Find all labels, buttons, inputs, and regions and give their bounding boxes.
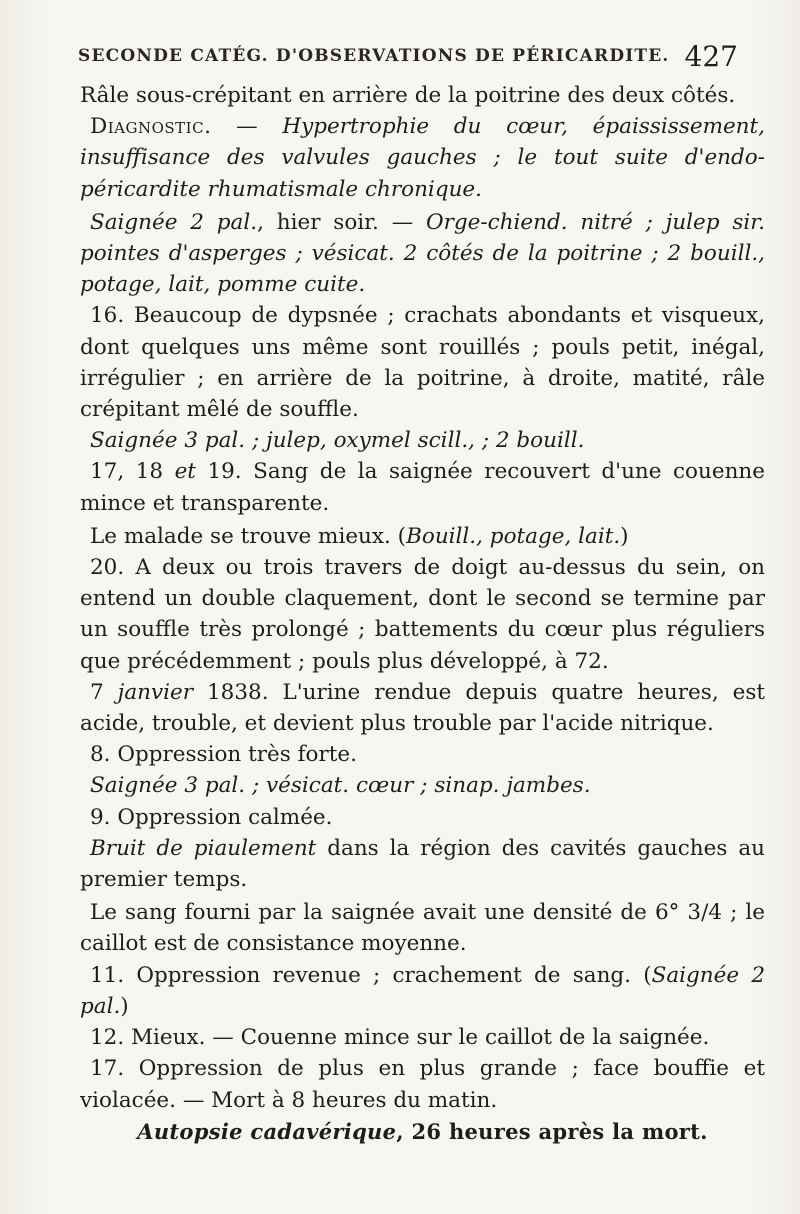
paragraph (80, 1053, 765, 1115)
text-segment: Saignée 3 pal. ; vésicat. cœur ; sinap. jambes. (90, 773, 591, 799)
paragraph (80, 521, 765, 552)
text-segment: janvier (117, 679, 194, 705)
autopsy-heading (80, 1116, 765, 1147)
text-segment: Saignée 2 pal. (90, 209, 258, 235)
text-segment: Orge-chiend. nitré ; julep sir. pointes d'asperges ; vésicat. 2 côtés de la poitrine ; 2 bouill., potage, lait, pomme cuite. (80, 209, 766, 298)
text-segment: Saignée 3 pal. ; julep, oxymel scill., ; 2 bouill. (90, 428, 585, 454)
text-segment: et (174, 459, 196, 485)
text-segment: ) (120, 993, 129, 1019)
paragraph (80, 739, 765, 770)
text-segment: Bouill., potage, lait. (406, 523, 621, 549)
text-segment: Le sang fourni par la saignée avait une densité de 6° 3/4 ; le caillot est de consistance moyenne. (80, 900, 765, 957)
text-segment: ) (620, 523, 629, 549)
text-segment: Hypertrophie du cœur, épaississement, insuffisance des valvules gauches ; le tout suite d'endo-péricardite rhumatismale chronique. (80, 114, 766, 202)
paragraph (80, 897, 765, 959)
text-segment: , 26 heures après la mort. (396, 1118, 708, 1144)
paragraph (80, 552, 765, 677)
page-number: 427 (684, 40, 738, 73)
text-segment: Bruit de piaulement (90, 835, 317, 861)
paragraph (80, 677, 765, 739)
paragraph (80, 1022, 765, 1053)
text-segment: 16. Beaucoup de dypsnée ; crachats abondants et visqueux, dont quelques uns même sont rouillés ; pouls petit, inégal, irrégulier ; en arrière de la poitrine, à droite, matité, râle crépitant mêlé de souffle. (80, 303, 765, 423)
text-segment: Autopsie cadavérique (137, 1118, 397, 1144)
paragraph (80, 770, 765, 801)
paragraph (80, 111, 765, 205)
paragraph (80, 425, 765, 456)
text-segment: Le malade se trouve mieux. ( (90, 523, 407, 549)
page-header (78, 40, 738, 76)
body-text (80, 80, 765, 1147)
paragraph (80, 960, 765, 1022)
text-segment: 1838. L'urine rendue depuis quatre heures, est acide, trouble, et devient plus trouble par l'acide nitrique. (80, 679, 766, 737)
text-segment: , hier soir. — (257, 209, 427, 235)
paragraph (80, 833, 765, 895)
paragraph (80, 300, 765, 425)
text-segment: 9. Oppression calmée. (90, 804, 333, 830)
text-segment: 11. Oppression revenue ; crachement de sang. ( (90, 962, 652, 988)
running-head: SECONDE CATÉG. D'OBSERVATIONS DE PÉRICARDITE. (78, 46, 670, 66)
text-segment: — (211, 114, 283, 140)
paragraph (80, 80, 765, 111)
paragraph (80, 802, 765, 833)
text-segment: 17. Oppression de plus en plus grande ; face bouffie et violacée. — Mort à 8 heures du matin. (80, 1056, 765, 1113)
text-segment: dans la région des cavités gauches au premier temps. (80, 835, 765, 893)
text-segment: Râle sous-crépitant en arrière de la poitrine des deux côtés. (80, 83, 736, 108)
text-segment: 7 (90, 679, 118, 705)
text-segment: 17, 18 (90, 459, 175, 485)
text-segment: 19. Sang de la saignée recouvert d'une couenne mince et transparente. (80, 459, 765, 516)
paragraph (80, 207, 765, 301)
paragraph (80, 456, 765, 518)
text-segment: Diagnostic. (90, 114, 212, 140)
text-segment: 12. Mieux. — Couenne mince sur le caillot de la saignée. (90, 1025, 710, 1051)
text-segment: 8. Oppression très forte. (90, 742, 357, 768)
text-segment: 20. A deux ou trois travers de doigt au-dessus du sein, on entend un double claquement, dont le second se termine par un souffle très prolongé ; battements du cœur plus réguliers que précédemment ; pouls plus développé, à 72. (80, 555, 765, 674)
text-segment: Saignée 2 pal. (80, 962, 765, 1019)
